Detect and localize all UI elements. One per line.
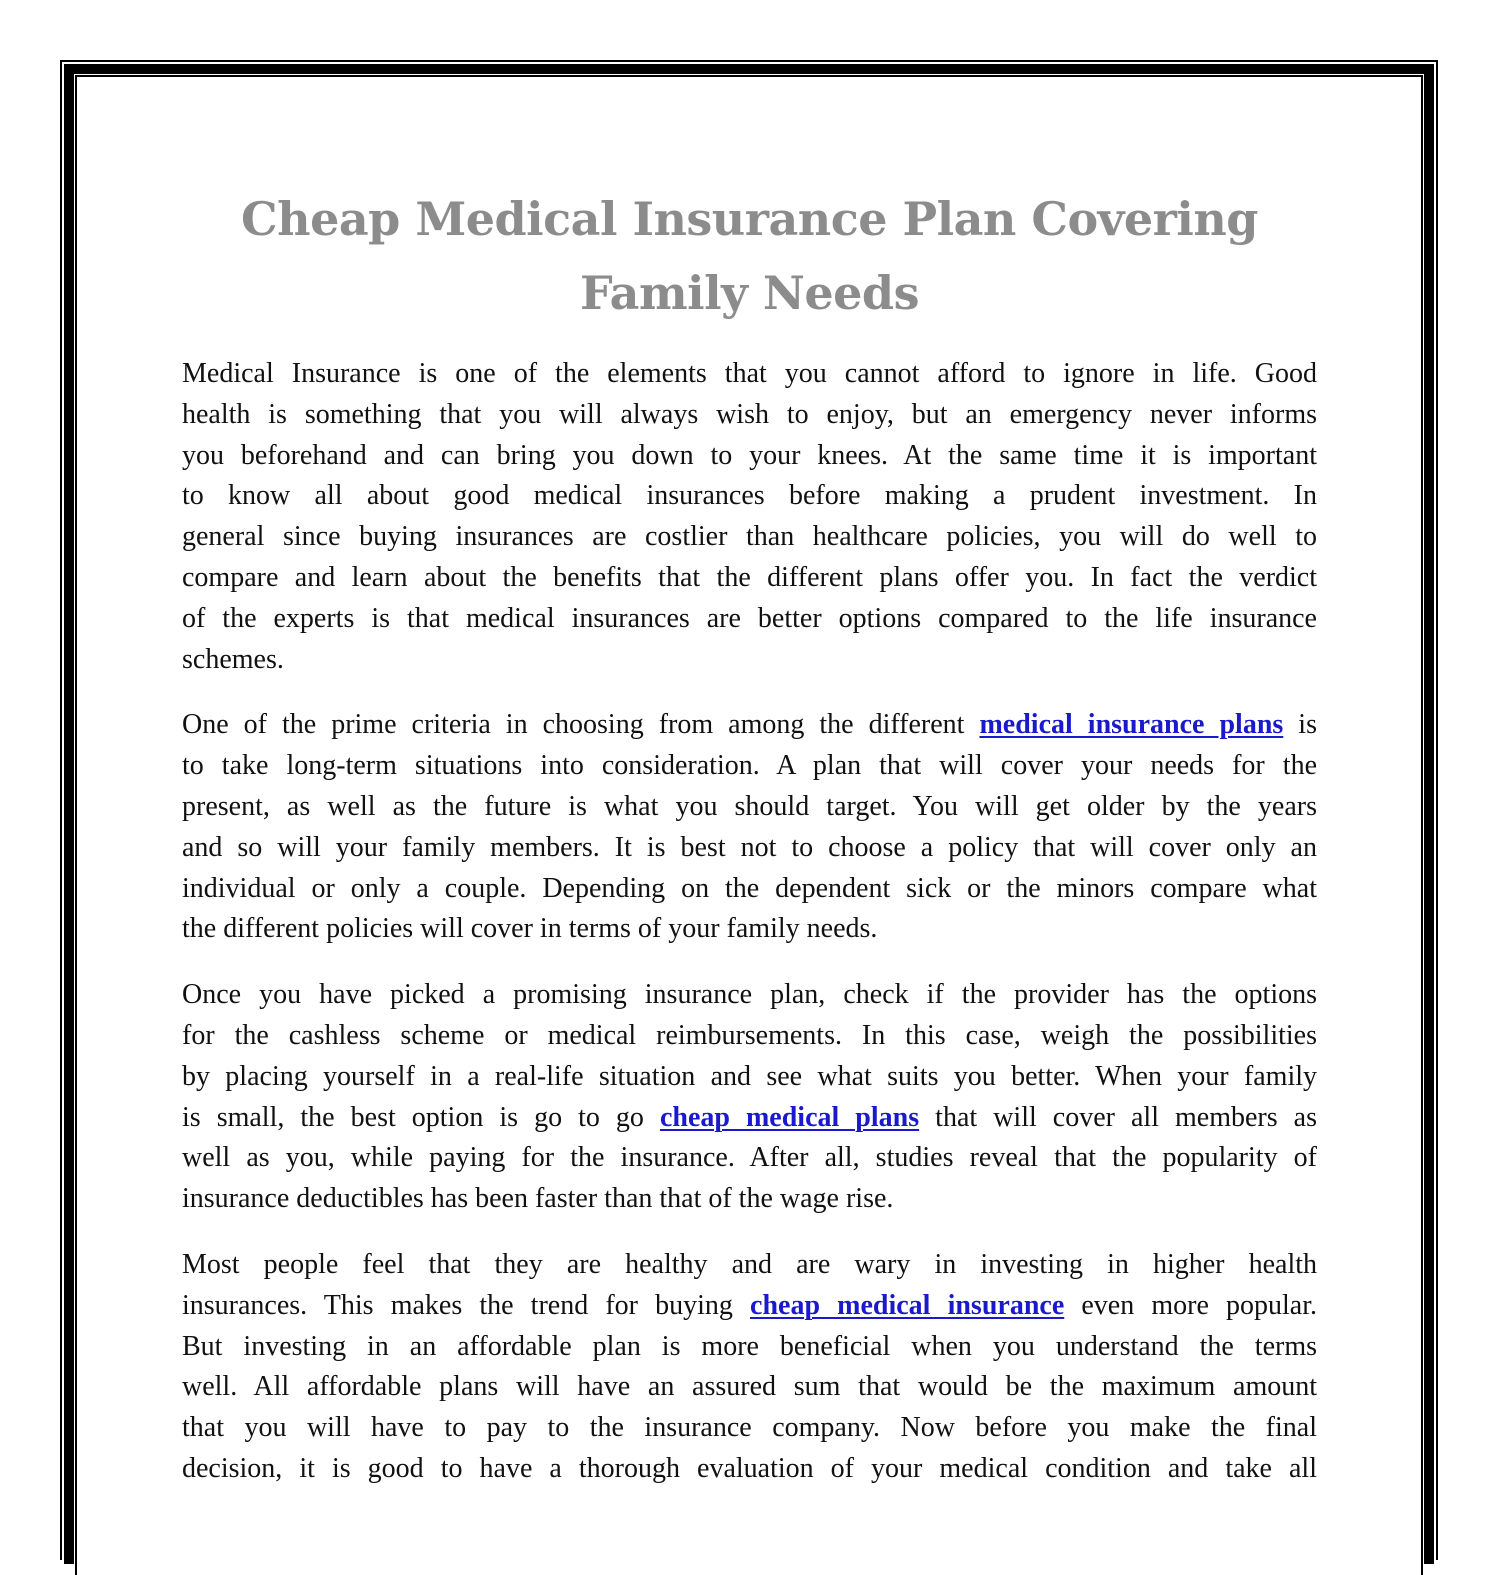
title-line-2: Family Needs — [580, 266, 919, 320]
text-line: individual or only a couple. Depending on the dependent sick or the minors compare what — [182, 872, 1317, 904]
paragraph-1 — [182, 354, 1317, 680]
text-line: schemes. — [182, 643, 284, 675]
text-line: general since buying insurances are costlier than healthcare policies, you will do well to — [182, 521, 1317, 553]
link-medical-insurance-plans[interactable]: medical insurance plans — [979, 709, 1284, 741]
paragraph-2 — [182, 705, 1317, 950]
text-run: One of the prime criteria in choosing from among the different — [182, 709, 980, 741]
document-title — [182, 182, 1317, 330]
text-line: compare and learn about the benefits that the different plans offer you. In fact the verdict — [182, 561, 1317, 593]
text-run: is small, the best option is go to go — [182, 1101, 660, 1133]
text-line: health is something that you will always wish to enjoy, but an emergency never informs — [182, 398, 1317, 430]
text-line: to know all about good medical insurances before making a prudent investment. In — [182, 480, 1317, 512]
text-line: that you will have to pay to the insurance company. Now before you make the final — [182, 1412, 1317, 1444]
link-cheap-medical-plans[interactable]: cheap medical plans — [659, 1101, 920, 1133]
text-line: you beforehand and can bring you down to your knees. At the same time it is important — [182, 439, 1317, 471]
text-line-with-link — [182, 705, 1317, 746]
text-run: is — [1283, 709, 1317, 741]
text-line: and so will your family members. It is best not to choose a policy that will cover only an — [182, 831, 1317, 863]
text-line-with-link — [182, 1098, 1317, 1139]
text-line: by placing yourself in a real-life situation and see what suits you better. When your family — [182, 1060, 1317, 1092]
text-line-with-link — [182, 1286, 1317, 1327]
title-line-1: Cheap Medical Insurance Plan Covering — [241, 192, 1258, 246]
text-line: But investing in an affordable plan is more beneficial when you understand the terms — [182, 1330, 1317, 1362]
document-body — [182, 354, 1317, 1515]
paragraph-3 — [182, 975, 1317, 1220]
text-line: for the cashless scheme or medical reimbursements. In this case, weigh the possibilities — [182, 1019, 1317, 1051]
text-line: Once you have picked a promising insurance plan, check if the provider has the options — [182, 979, 1317, 1011]
paragraph-4 — [182, 1245, 1317, 1490]
text-run: that will cover all members as — [919, 1101, 1317, 1133]
text-line: present, as well as the future is what you should target. You will get older by the years — [182, 790, 1317, 822]
text-run: insurances. This makes the trend for buying — [182, 1289, 751, 1321]
text-line: of the experts is that medical insurances are better options compared to the life insurance — [182, 602, 1317, 634]
text-line: Most people feel that they are healthy and are wary in investing in higher health — [182, 1248, 1317, 1280]
text-line: decision, it is good to have a thorough evaluation of your medical condition and take all — [182, 1452, 1317, 1484]
text-run: even more popular. — [1064, 1289, 1317, 1321]
text-line: the different policies will cover in terms of your family needs. — [182, 913, 878, 945]
text-line: well as you, while paying for the insurance. After all, studies reveal that the popularity of — [182, 1142, 1317, 1174]
text-line: well. All affordable plans will have an assured sum that would be the maximum amount — [182, 1371, 1317, 1403]
link-cheap-medical-insurance[interactable]: cheap medical insurance — [750, 1289, 1065, 1321]
text-line: insurance deductibles has been faster than that of the wage rise. — [182, 1183, 894, 1215]
text-line: to take long-term situations into consideration. A plan that will cover your needs for the — [182, 750, 1317, 782]
text-line: Medical Insurance is one of the elements that you cannot afford to ignore in life. Good — [182, 358, 1317, 389]
